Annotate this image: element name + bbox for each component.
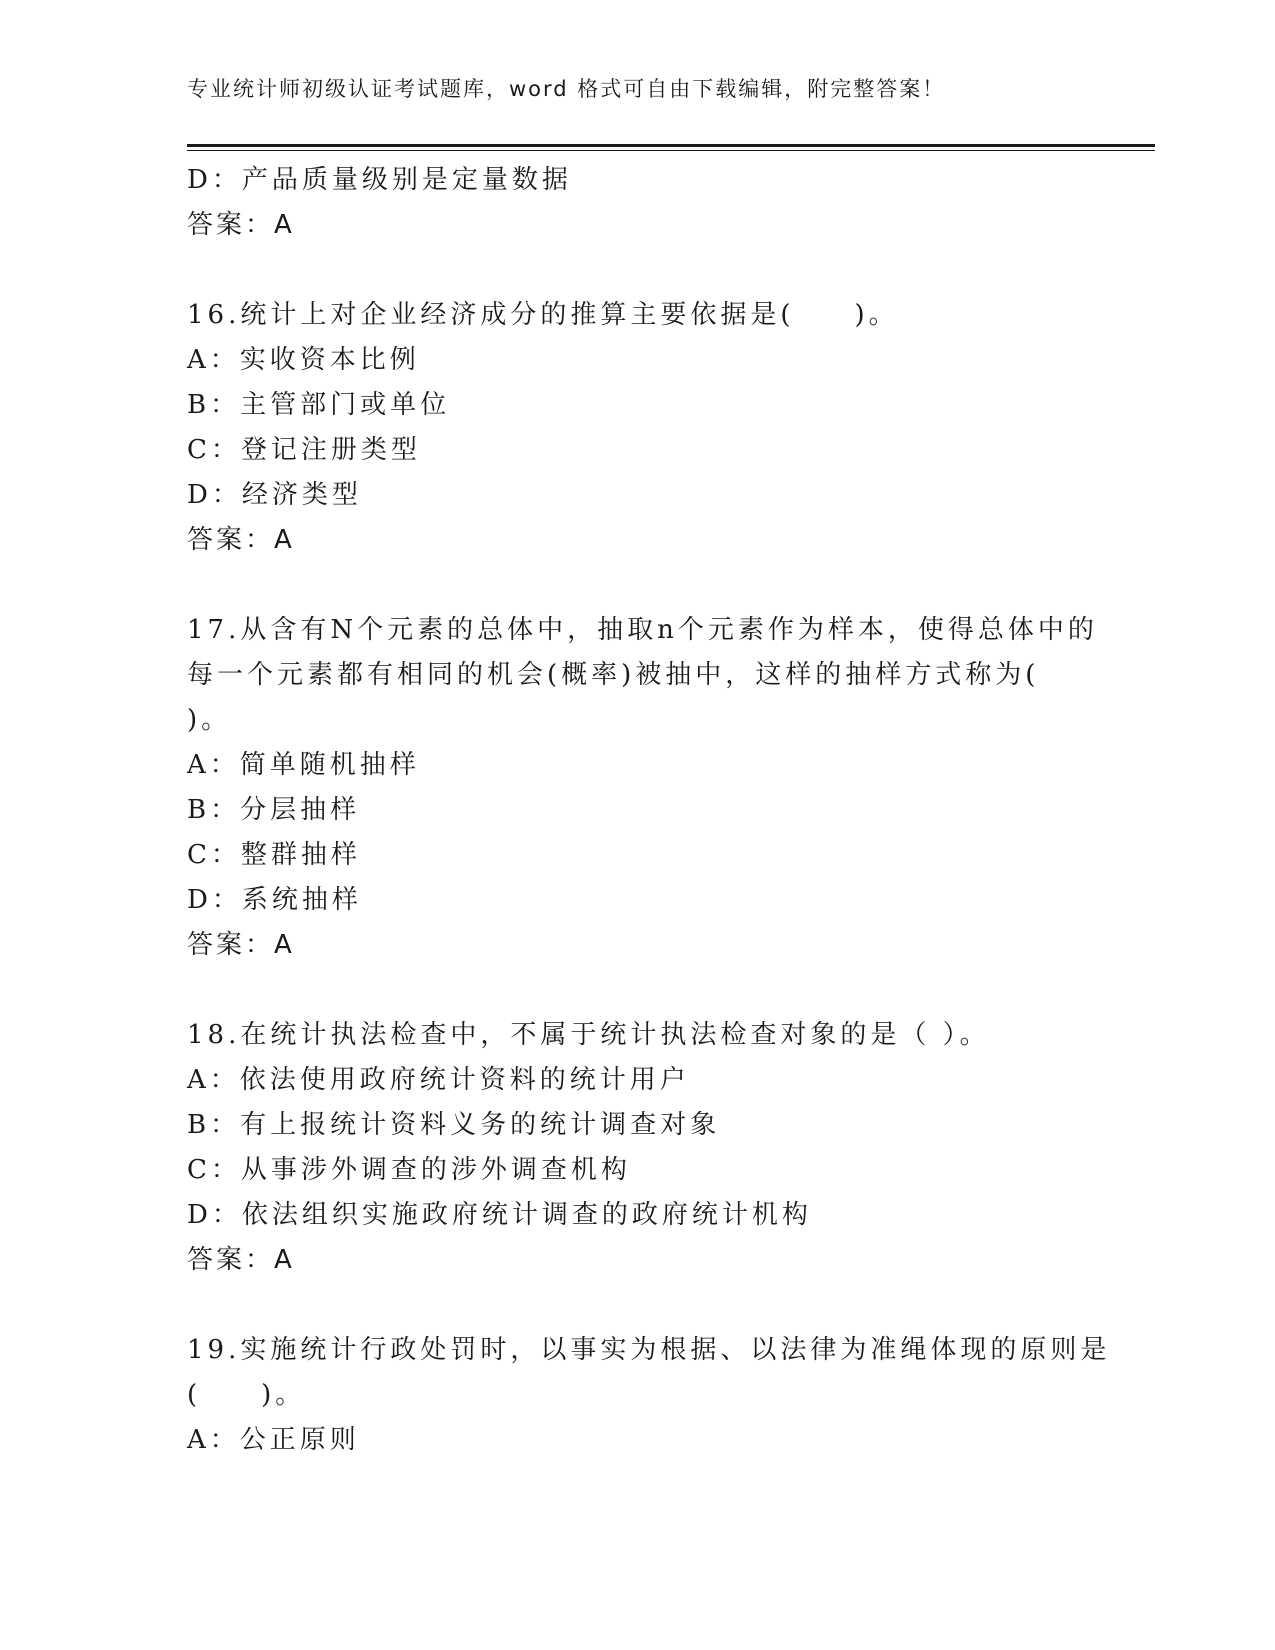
question-18 [187, 1013, 1087, 1283]
header-divider-thin [187, 150, 1155, 151]
option-d: D：经济类型 [187, 480, 362, 510]
option-d: D：产品质量级别是定量数据 [187, 165, 572, 195]
answer-line: 答案：A [187, 930, 295, 960]
option-a: A：依法使用政府统计资料的统计用户 [187, 1065, 690, 1095]
option-a: A：简单随机抽样 [187, 750, 420, 780]
option-c: C：整群抽样 [187, 840, 361, 870]
answer-line: 答案：A [187, 525, 295, 555]
question-text: 16.统计上对企业经济成分的推算主要依据是( )。 [187, 300, 899, 330]
header-divider [187, 144, 1155, 147]
option-a: A：实收资本比例 [187, 345, 420, 375]
option-c: C：从事涉外调查的涉外调查机构 [187, 1155, 631, 1185]
option-d: D：依法组织实施政府统计调查的政府统计机构 [187, 1200, 812, 1230]
option-c: C：登记注册类型 [187, 435, 421, 465]
option-a: A：公正原则 [187, 1425, 360, 1455]
page-header: 专业统计师初级认证考试题库，word 格式可自由下载编辑，附完整答案！ [187, 77, 946, 101]
answer-line: 答案：A [187, 210, 295, 240]
question-text-continued: )。 [187, 705, 232, 735]
option-b: B：主管部门或单位 [187, 390, 451, 420]
question-text: 19.实施统计行政处罚时，以事实为根据、以法律为准绳体现的原则是 [187, 1335, 1111, 1365]
question-text-continued: 每一个元素都有相同的机会(概率)被抽中，这样的抽样方式称为( [187, 660, 1040, 690]
question-text-continued: ( )。 [187, 1380, 306, 1410]
question-text: 17.从含有N个元素的总体中，抽取n个元素作为样本，使得总体中的 [187, 615, 1098, 645]
answer-line: 答案：A [187, 1245, 295, 1275]
question-17 [187, 608, 1098, 968]
question-16 [187, 293, 1087, 563]
option-d: D：系统抽样 [187, 885, 362, 915]
question-text: 18.在统计执法检查中，不属于统计执法检查对象的是（ ）。 [187, 1020, 990, 1050]
question-list [187, 158, 1111, 1463]
option-b: B：分层抽样 [187, 795, 361, 825]
question-19 [187, 1328, 1111, 1463]
option-b: B：有上报统计资料义务的统计调查对象 [187, 1110, 721, 1140]
